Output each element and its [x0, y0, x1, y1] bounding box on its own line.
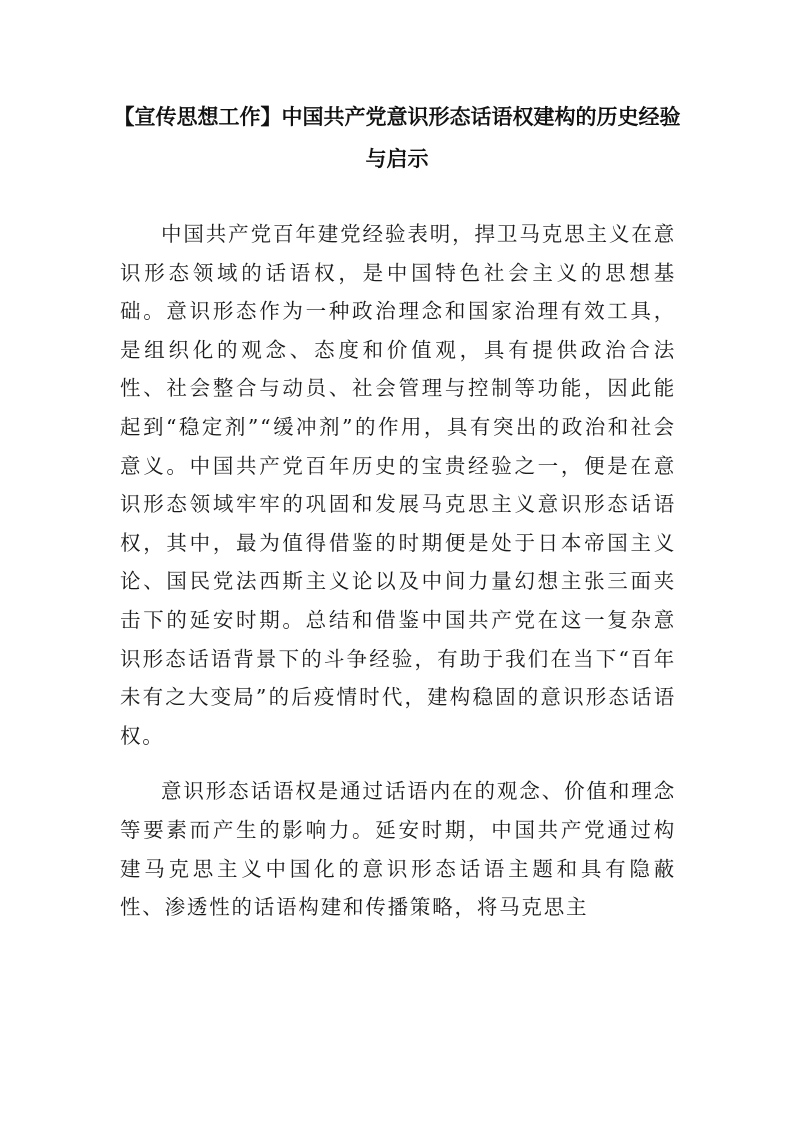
body-paragraph-2: 意识形态话语权是通过话语内在的观念、价值和理念等要素而产生的影响力。延安时期，中国共产党通过构建马克思主义中国化的意识形态话语主题和具有隐蔽性、渗透性的话语构建和传播策略，将马克思主	[120, 779, 676, 920]
body-paragraph-1: 中国共产党百年建党经验表明，捍卫马克思主义在意识形态领域的话语权，是中国特色社会主义的思想基础。意识形态作为一种政治理念和国家治理有效工具，是组织化的观念、态度和价值观，具有提供政治合法性、社会整合与动员、社会管理与控制等功能，因此能起到“稳定剂”“缓冲剂”的作用，具有突出的政治和社会意义。中国共产党百年历史的宝贵经验之一，便是在意识形态领域牢牢的巩固和发展马克思主义意识形态话语权，其中，最为值得借鉴的时期便是处于日本帝国主义论、国民党法西斯主义论以及中间力量幻想主张三面夹击下的延安时期。总结和借鉴中国共产党在这一复杂意识形态话语背景下的斗争经验，有助于我们在当下“百年未有之大变局”的后疫情时代，建构稳固的意识形态话语权。	[120, 222, 676, 748]
document-title: 【宣传思想工作】中国共产党意识形态话语权建构的历史经验与启示	[113, 105, 681, 171]
document-body	[120, 215, 676, 927]
